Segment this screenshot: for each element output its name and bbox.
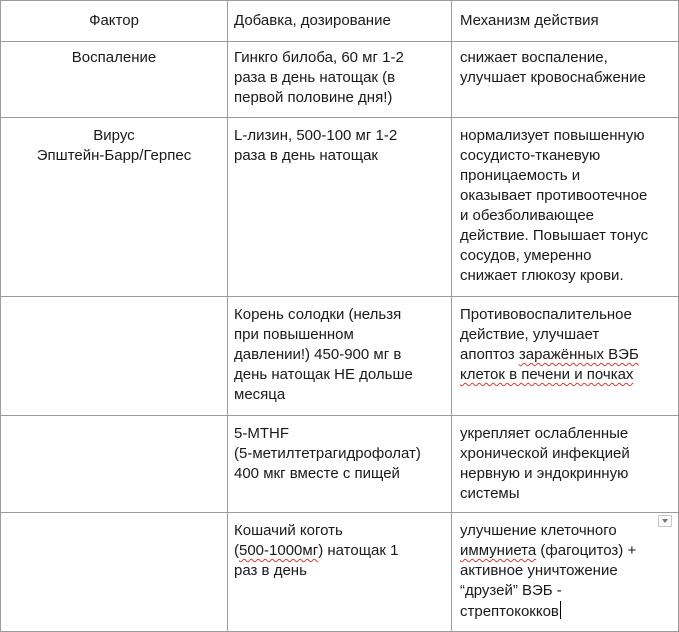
factor-cell[interactable]: Вирус Эпштейн-Барр/Герпес [36,127,192,164]
spellcheck-flagged-text[interactable]: иммуниета [460,542,537,559]
mechanism-line: Противовоспалительное [460,306,632,323]
row-divider [0,117,679,118]
supplement-line [234,541,398,561]
text-span: стрептококков [460,603,559,620]
header-factor: Фактор [89,12,139,29]
text-cursor [560,601,561,619]
spellcheck-flagged-text[interactable]: клеток в печени и почках [460,366,634,383]
mechanism-cell[interactable]: нормализует повышенную сосудисто-тканевую проницаемость и оказывает противоотечное и обезболивающее действие. Повышает тонус сосудов, умеренно снижает глюкозу крови. [460,127,649,284]
text-span: ( [234,542,239,559]
supplement-cell[interactable]: Корень солодки (нельзя при повышенном давлении!) 450-900 мг в день натощак НЕ дольше месяца [234,306,413,403]
column-divider [227,0,228,632]
table-border-left [0,0,1,632]
mechanism-line: активное уничтожение [460,562,618,579]
row-divider [0,512,679,513]
mechanism-line: действие, улучшает [460,326,600,343]
dropdown-arrow-icon[interactable] [658,515,672,527]
header-supplement: Добавка, дозирование [234,12,391,29]
row-divider [0,415,679,416]
supplement-cell[interactable]: Гинкго билоба, 60 мг 1-2 раза в день натощак (в первой половине дня!) [234,49,404,106]
text-span: ) натощак 1 [318,542,399,559]
mechanism-line: “друзей” ВЭБ - [460,582,562,599]
mechanism-line [460,365,639,385]
mechanism-cell[interactable]: укрепляет ослабленные хронической инфекцией нервную и эндокринную системы [460,425,630,502]
spellcheck-flagged-text[interactable]: 500-1000мг [239,542,319,559]
spellcheck-flagged-text[interactable]: заражённых ВЭБ [518,346,639,363]
row-divider [0,41,679,42]
mechanism-cell[interactable] [460,305,639,385]
text-span: (фагоцитоз) + [536,542,637,559]
mechanism-line: улучшение клеточного [460,522,617,539]
supplement-cell[interactable]: 5-MTHF (5-метилтетрагидрофолат) 400 мкг вместе с пищей [234,425,421,482]
mechanism-cell[interactable] [460,521,636,622]
mechanism-line [460,541,636,561]
factor-cell[interactable]: Воспаление [71,49,157,66]
header-mechanism: Механизм действия [460,12,599,29]
text-span: апоптоз [460,346,519,363]
row-divider [0,296,679,297]
mechanism-cell[interactable]: снижает воспаление, улучшает кровоснабжение [460,49,646,86]
column-divider [451,0,452,632]
mechanism-line [460,601,636,622]
supplement-cell[interactable]: L-лизин, 500-100 мг 1-2 раза в день натощак [234,127,398,164]
table-border-top [0,0,679,1]
supplement-line: раз в день [234,562,307,579]
supplement-cell[interactable] [234,521,398,581]
mechanism-line [460,345,639,365]
supplement-line: Кошачий коготь [234,522,343,539]
